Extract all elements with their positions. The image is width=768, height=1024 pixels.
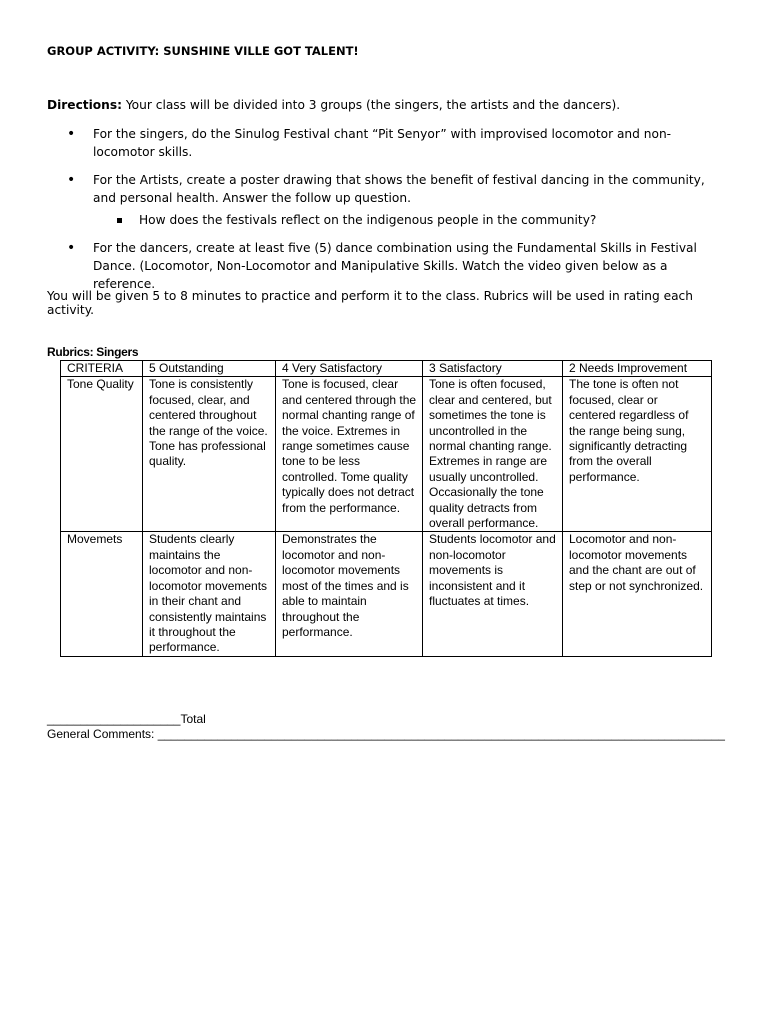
follow-up-list xyxy=(93,211,717,229)
header-very-satisfactory: 4 Very Satisfactory xyxy=(276,361,423,377)
group-instructions-list xyxy=(47,125,717,303)
bullet-text: For the dancers, create at least five (5) dance combination using the Fundamental Skills in Festival Dance. (Locomotor, Non-Locomotor and Manipulative Skills. Watch the video given below as a reference. xyxy=(93,241,697,291)
rubric-cell: Tone is consistently focused, clear, and centered throughout the range of the voice. Tone has professional quality. xyxy=(143,377,276,532)
follow-up-text: How does the festivals reflect on the indigenous people in the community? xyxy=(139,213,597,227)
follow-up-question xyxy=(93,211,717,229)
criteria-cell: Movemets xyxy=(61,532,143,656)
table-row xyxy=(61,532,712,656)
bullet-icon: • xyxy=(67,126,76,142)
list-item-singers xyxy=(47,125,717,161)
closing-paragraph: You will be given 5 to 8 minutes to practice and perform it to the class. Rubrics will be used in rating each activity. xyxy=(47,289,693,317)
bullet-text: For the Artists, create a poster drawing that shows the benefit of festival dancing in the community, and personal health. Answer the follow up question. xyxy=(93,173,705,205)
header-satisfactory: 3 Satisfactory xyxy=(423,361,563,377)
list-item-artists xyxy=(47,171,717,229)
table-row xyxy=(61,377,712,532)
rubric-cell: Locomotor and non-locomotor movements and the chant are out of step or not synchronized. xyxy=(563,532,712,656)
total-line: ____________________Total xyxy=(47,712,206,726)
rubric-title: Rubrics: Singers xyxy=(47,345,139,359)
rubric-cell: Students locomotor and non-locomotor movements is inconsistent and it fluctuates at times. xyxy=(423,532,563,656)
header-needs-improvement: 2 Needs Improvement xyxy=(563,361,712,377)
bullet-icon: • xyxy=(67,172,76,188)
bullet-text: For the singers, do the Sinulog Festival chant “Pit Senyor” with improvised locomotor and non-locomotor skills. xyxy=(93,127,672,159)
directions-paragraph xyxy=(47,98,727,112)
rubric-cell: The tone is often not focused, clear or centered regardless of the range being sung, significantly detracting from the overall performance. xyxy=(563,377,712,532)
rubric-cell: Demonstrates the locomotor and non-locomotor movements most of the times and is able to maintain throughout the performance. xyxy=(276,532,423,656)
directions-text: Your class will be divided into 3 groups (the singers, the artists and the dancers). xyxy=(121,98,621,112)
rubric-cell: Students clearly maintains the locomotor and non-locomotor movements in their chant and consistently maintains it throughout the performance. xyxy=(143,532,276,656)
rubric-table xyxy=(60,360,712,657)
criteria-cell: Tone Quality xyxy=(61,377,143,532)
activity-title: GROUP ACTIVITY: SUNSHINE VILLE GOT TALENT! xyxy=(47,44,359,58)
square-bullet-icon xyxy=(117,218,122,223)
general-comments-line: General Comments: _____________________________________________________________________________________ xyxy=(47,727,725,741)
table-header-row xyxy=(61,361,712,377)
rubric-cell: Tone is focused, clear and centered through the normal chanting range of the voice. Extremes in range sometimes cause tone to be less controlled. Tome quality typically does not detract from the performance. xyxy=(276,377,423,532)
list-item-dancers xyxy=(47,239,717,293)
bullet-icon: • xyxy=(67,240,76,256)
rubric-cell: Tone is often focused, clear and centered, but sometimes the tone is uncontrolled in the normal chanting range. Extremes in range are usually uncontrolled. Occasionally the tone quality detracts from overall performance. xyxy=(423,377,563,532)
header-outstanding: 5 Outstanding xyxy=(143,361,276,377)
directions-label: Directions: xyxy=(47,98,122,112)
header-criteria: CRITERIA xyxy=(61,361,143,377)
